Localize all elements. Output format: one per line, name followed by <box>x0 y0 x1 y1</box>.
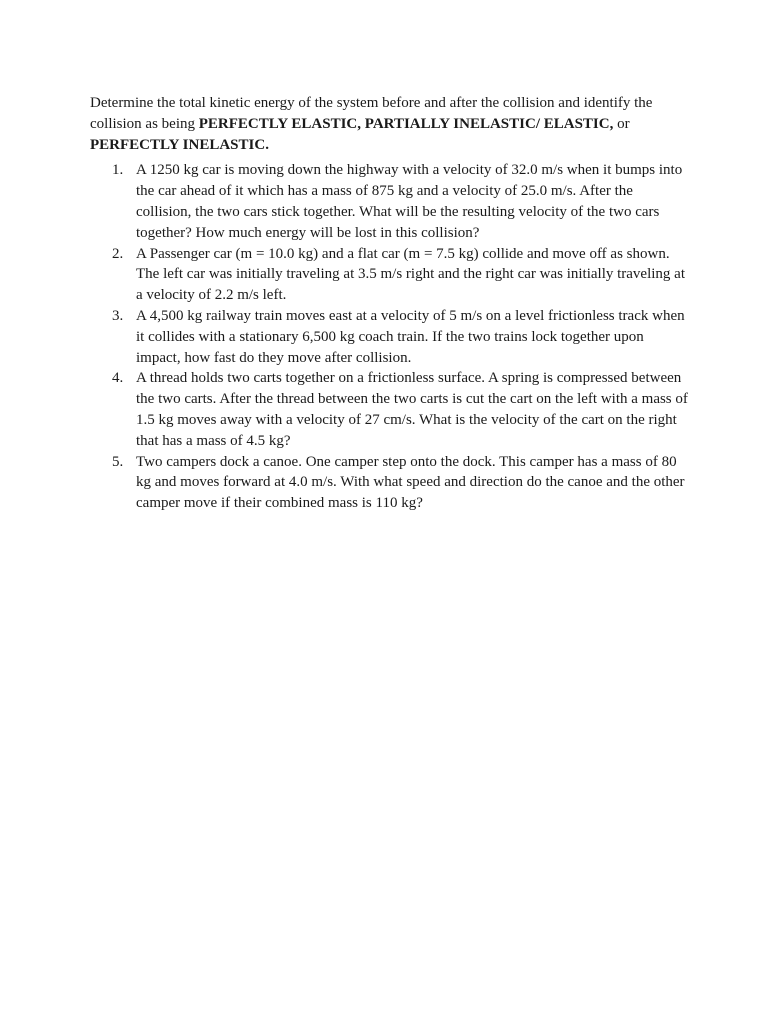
problem-text: A Passenger car (m = 10.0 kg) and a flat car (m = 7.5 kg) collide and move off as shown. The left car was initially traveling at 3.5 m/s right and the right car was initially traveling at a velocity of 2.2 m/s left. <box>136 245 686 304</box>
problem-text: Two campers dock a canoe. One camper step onto the dock. This camper has a mass of 80 kg and moves forward at 4.0 m/s. With what speed and direction do the canoe and the other camper move if their combined mass is 110 kg? <box>136 453 685 512</box>
problem-number: 4. <box>112 370 124 387</box>
problem-item <box>90 244 690 306</box>
problem-item <box>90 368 690 451</box>
problem-number: 3. <box>112 307 124 324</box>
document-body <box>90 93 690 514</box>
problem-list <box>90 160 690 514</box>
problem-item <box>90 160 690 243</box>
problem-number: 5. <box>112 453 124 470</box>
problem-number: 2. <box>112 245 124 262</box>
problem-number: 1. <box>112 162 124 179</box>
intro-bold-inelastic: PERFECTLY INELASTIC. <box>90 136 269 153</box>
problem-item <box>90 306 690 368</box>
intro-connector: or <box>613 115 630 132</box>
problem-text: A 1250 kg car is moving down the highway with a velocity of 32.0 m/s when it bumps into the car ahead of it which has a mass of 875 kg and a velocity of 25.0 m/s. After the collision, the two cars stick together. What will be the resulting velocity of the two cars together? How much energy will be lost in this collision? <box>136 162 683 241</box>
intro-text: Determine the total kinetic energy of the system before and after the collision and identify the collision as being <box>90 95 653 132</box>
intro-bold-categories: PERFECTLY ELASTIC, PARTIALLY INELASTIC/ ELASTIC, <box>198 115 614 132</box>
problem-item <box>90 452 690 514</box>
problem-text: A thread holds two carts together on a frictionless surface. A spring is compressed between the two carts. After the thread between the two carts is cut the cart on the left with a mass of 1.5 kg moves away with a velocity of 27 cm/s. What is the velocity of the cart on the right that has a mass of 4.5 kg? <box>136 370 688 449</box>
problem-text: A 4,500 kg railway train moves east at a velocity of 5 m/s on a level frictionless track when it collides with a stationary 6,500 kg coach train. If the two trains lock together upon impact, how fast do they move after collision. <box>136 307 685 366</box>
intro-paragraph <box>90 93 690 155</box>
